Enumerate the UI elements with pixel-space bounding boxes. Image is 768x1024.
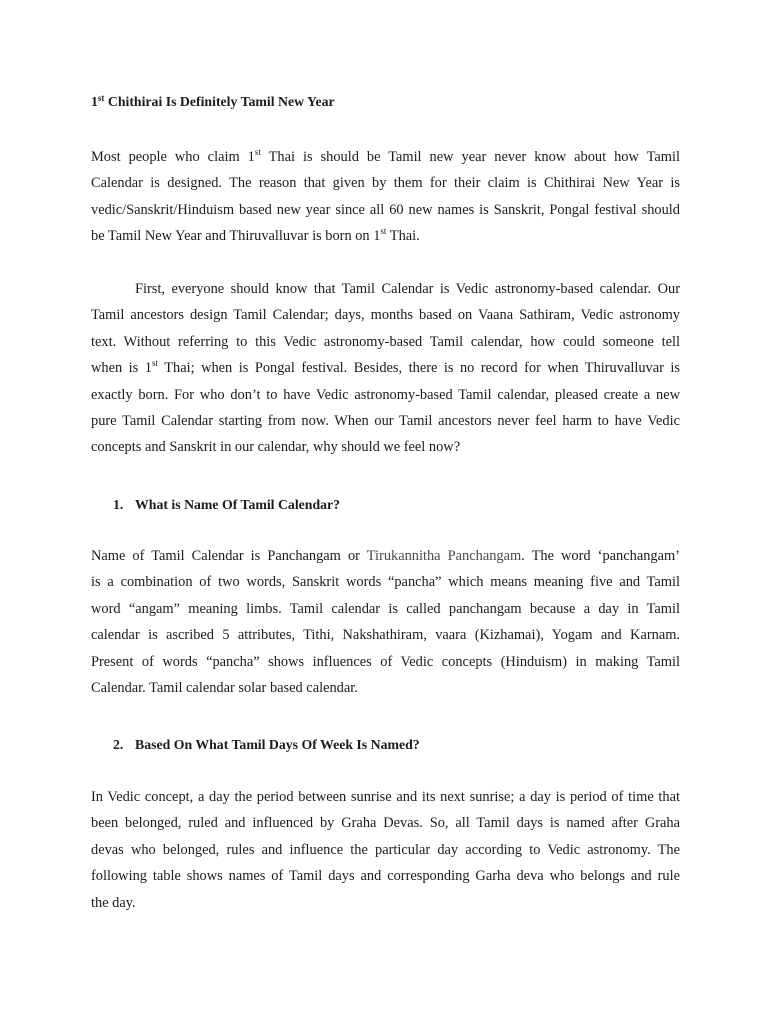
highlighted-term: Tirukannitha Panchangam (366, 548, 522, 564)
section-number: 1. (113, 497, 124, 512)
document-title: 1st Chithirai Is Definitely Tamil New Year (91, 93, 335, 109)
intro-paragraph: Most people who claim 1st Thai is should be Tamil new year never know about how Tamil Calendar is designed. The reason that given by them for their claim is Chithirai New Year is vedic/Sanskrit/Hinduism based new year since all 60 new names is Sanskrit, Pongal festival should be Tamil New Year and Thiruvalluvar is born on 1st Thai. (91, 147, 680, 245)
section-heading-2: 2. Based On What Tamil Days Of Week Is Named? (113, 737, 420, 752)
days-of-week-paragraph: In Vedic concept, a day the period between sunrise and its next sunrise; a day is period of time that been belonged, ruled and influenced by Graha Devas. So, all Tamil days is named after Graha devas who belonged, rules and influence the particular day according to Vedic astronomy. The following table shows names of Tamil days and corresponding Garha deva who belongs and rule the day. (91, 789, 680, 911)
section-heading-1: 1. What is Name Of Tamil Calendar? (113, 497, 341, 512)
argument-paragraph: First, everyone should know that Tamil Calendar is Vedic astronomy-based calendar. Our Tamil ancestors design Tamil Calendar; days, months based on Vaana Sathiram, Vedic astronomy text. Without referring to this Vedic astronomy-based Tamil calendar, how could someone tell when is 1st Thai; when is Pongal festival. Besides, there is no record for when Thiruvalluvar is exactly born. For who don’t to have Vedic astronomy-based Tamil calendar, pleased create a new pure Tamil Calendar starting from now. When our Tamil ancestors never feel harm to have Vedic concepts and Sanskrit in our calendar, why should we feel now? (91, 281, 680, 456)
calendar-name-paragraph: Name of Tamil Calendar is Panchangam or Tirukannitha Panchangam. The word ‘panchangam’ is a combination of two words, Sanskrit words “pancha” which means meaning five and Tamil word “angam” meaning limbs. Tamil calendar is called panchangam because a day in Tamil calendar is ascribed 5 attributes, Tithi, Nakshathiram, vaara (Kizhamai), Yogam and Karnam. Present of words “pancha” shows influences of Vedic concepts (Hinduism) in making Tamil Calendar. Tamil calendar solar based calendar. (91, 548, 680, 697)
section-number: 2. (113, 737, 124, 752)
